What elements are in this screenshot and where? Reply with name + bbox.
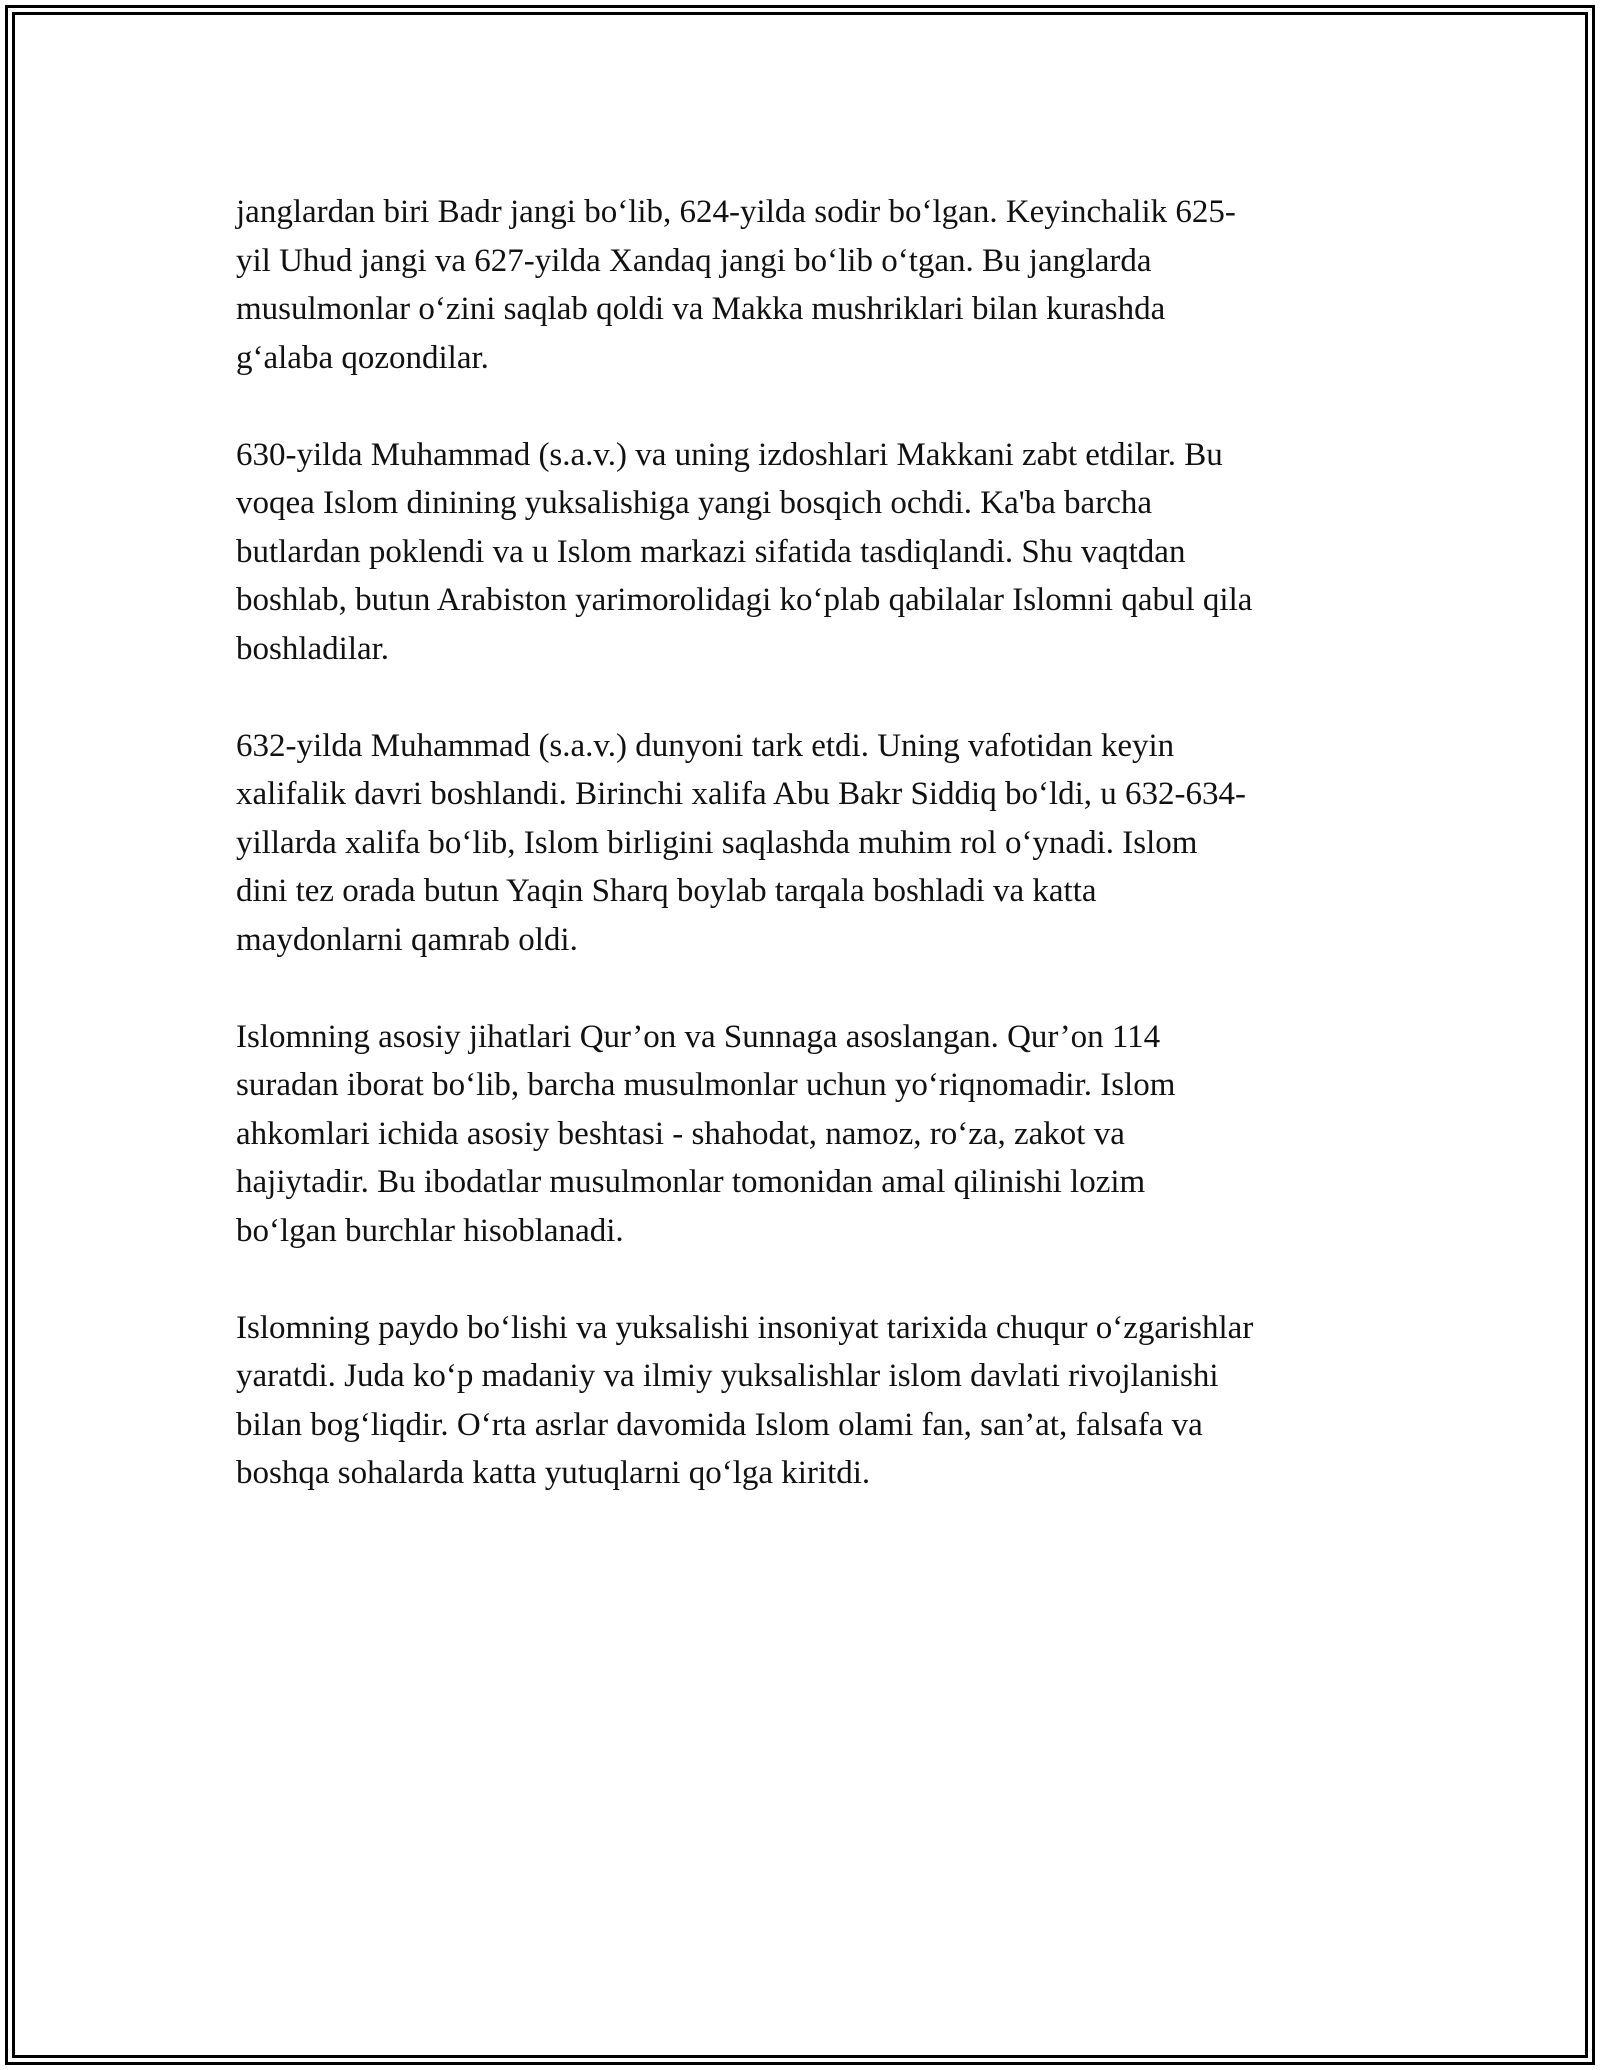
paragraph-caliphate: 632-yilda Muhammad (s.a.v.) dunyoni tark etdi. Uning vafotidan keyin xalifalik davri boshlandi. Birinchi xalifa Abu Bakr Siddiq bo‘ldi, u 632-634- yillarda xalifa bo‘lib, Islom birligini saqlashda muhim rol o‘ynadi. Islom dini tez orada butun Yaqin Sharq boylab tarqala boshladi va katta maydonlarni qamrab oldi.	[236, 727, 1247, 958]
paragraph-conquest-of-makka: 630-yilda Muhammad (s.a.v.) va uning izdoshlari Makkani zabt etdilar. Bu voqea Islom dinining yuksalishiga yangi bosqich ochdi. Ka'ba barcha butlardan poklendi va u Islom markazi sifatida tasdiqlandi. Shu vaqtdan boshlab, butun Arabiston yarimorolidagi ko‘plab qabilalar Islomni qabul qila boshladilar.	[236, 436, 1253, 667]
document-body	[236, 188, 1376, 1546]
paragraph-islamic-legacy: Islomning paydo bo‘lishi va yuksalishi insoniyat tarixida chuqur o‘zgarishlar yaratdi. Juda ko‘p madaniy va ilmiy yuksalishlar islom davlati rivojlanishi bilan bog‘liqdir. O‘rta asrlar davomida Islom olami fan, san’at, falsafa va boshqa sohalarda katta yutuqlarni qo‘lga kiritdi.	[236, 1309, 1254, 1491]
paragraph-battles: janglardan biri Badr jangi bo‘lib, 624-yilda sodir bo‘lgan. Keyinchalik 625- yil Uhud jangi va 627-yilda Xandaq jangi bo‘lib o‘tgan. Bu janglarda musulmonlar o‘zini saqlab qoldi va Makka mushriklari bilan kurashda g‘alaba qozondilar.	[236, 194, 1236, 376]
paragraph-pillars-of-islam: Islomning asosiy jihatlari Qur’on va Sunnaga asoslangan. Qur’on 114 suradan iborat bo‘lib, barcha musulmonlar uchun yo‘riqnomadir. Islom ahkomlari ichida asosiy beshtasi - shahodat, namoz, ro‘za, zakot va hajiytadir. Bu ibodatlar musulmonlar tomonidan amal qilinishi lozim bo‘lgan burchlar hisoblanadi.	[236, 1018, 1176, 1249]
